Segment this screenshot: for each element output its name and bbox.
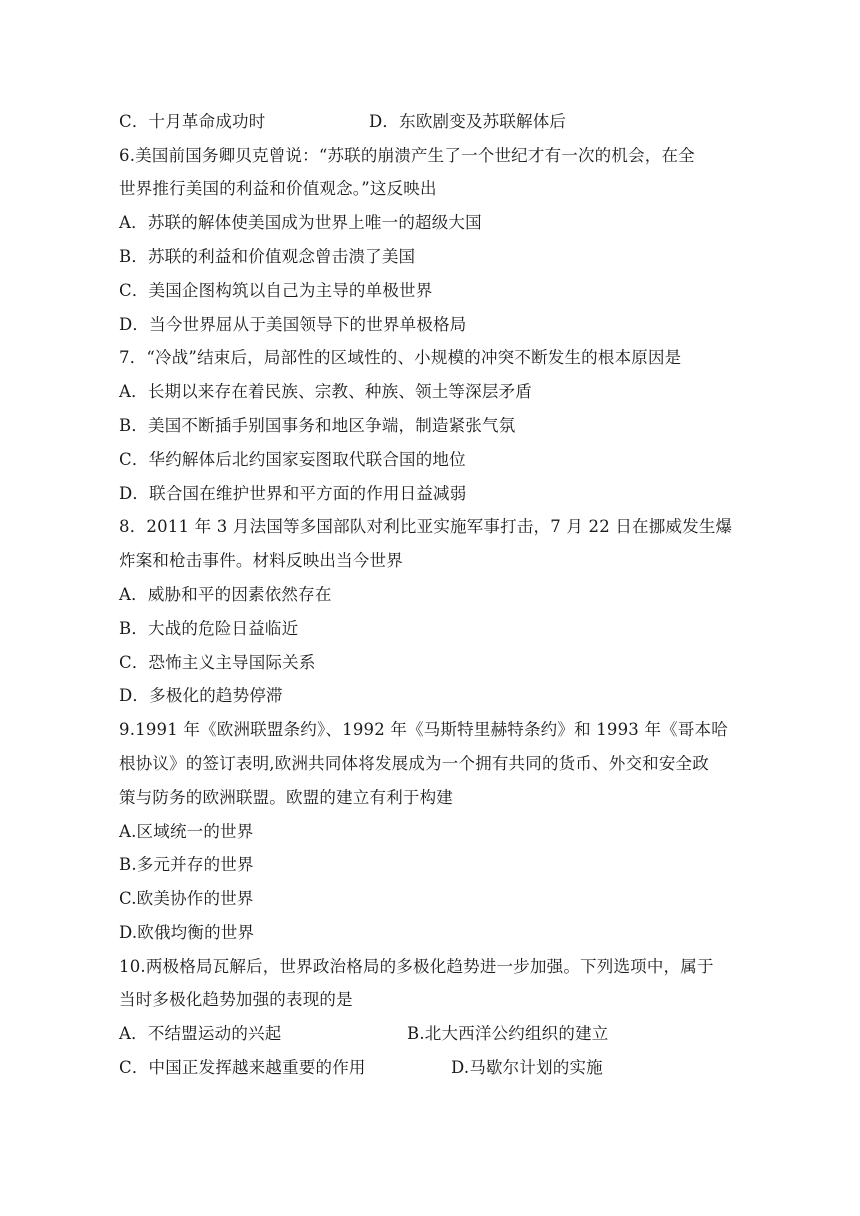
q10-options-row1: [119, 1023, 609, 1045]
q9-option-a: A.区域统一的世界: [119, 822, 254, 841]
q10-option-b: B.北大西洋公约组织的建立: [407, 1024, 609, 1043]
q10-stem-line1: 10.两极格局瓦解后，世界政治格局的多极化趋势进一步加强。下列选项中，属于: [119, 957, 714, 976]
q10-options-row2: [119, 1057, 603, 1079]
q6-stem-line1: 6.美国前国务卿贝克曾说：“苏联的崩溃产生了一个世纪才有一次的机会，在全: [119, 146, 695, 165]
q5-options-row: [119, 111, 567, 133]
q7-option-a: A．长期以来存在着民族、宗教、种族、领土等深层矛盾: [119, 382, 532, 401]
q7-option-b: B．美国不断插手别国事务和地区争端，制造紧张气氛: [119, 416, 516, 435]
q9-option-d: D.欧俄均衡的世界: [119, 923, 255, 942]
q8-option-a: A．威胁和平的因素依然存在: [119, 585, 332, 604]
q6-option-a: A．苏联的解体使美国成为世界上唯一的超级大国: [119, 213, 482, 232]
q8-option-b: B．大战的危险日益临近: [119, 619, 299, 638]
q9-stem-line2: 根协议》的签订表明,欧洲共同体将发展成为一个拥有共同的货币、外交和安全政: [119, 754, 709, 773]
q7-option-c: C．华约解体后北约国家妄图取代联合国的地位: [119, 450, 466, 469]
q8-stem-line1: 8．2011 年 3 月法国等多国部队对利比亚实施军事打击，7 月 22 日在挪威发生爆: [119, 517, 733, 536]
q6-option-d: D．当今世界屈从于美国领导下的世界单极格局: [119, 315, 467, 334]
q7-stem: 7．“冷战”结束后，局部性的区域性的、小规模的冲突不断发生的根本原因是: [119, 348, 682, 367]
q6-option-b: B．苏联的利益和价值观念曾击溃了美国: [119, 247, 416, 266]
q9-stem-line1: 9.1991 年《欧洲联盟条约》、1992 年《马斯特里赫特条约》和 1993 年《哥本哈: [119, 720, 728, 739]
q8-option-d: D．多极化的趋势停滞: [119, 686, 283, 705]
q8-stem-line2: 炸案和枪击事件。材料反映出当今世界: [119, 551, 403, 570]
q10-option-d: D.马歇尔计划的实施: [451, 1058, 603, 1077]
q6-option-c: C．美国企图构筑以自己为主导的单极世界: [119, 281, 433, 300]
q9-option-c: C.欧美协作的世界: [119, 889, 254, 908]
q10-stem-line2: 当时多极化趋势加强的表现的是: [119, 990, 353, 1009]
q10-option-c: C．中国正发挥越来越重要的作用: [119, 1058, 366, 1077]
q7-option-d: D．联合国在维护世界和平方面的作用日益减弱: [119, 484, 467, 503]
q9-stem-line3: 策与防务的欧洲联盟。欧盟的建立有利于构建: [119, 788, 453, 807]
q5-option-c: C．十月革命成功时: [119, 112, 266, 131]
q8-option-c: C．恐怖主义主导国际关系: [119, 653, 316, 672]
q10-option-a: A．不结盟运动的兴起: [119, 1024, 282, 1043]
q9-option-b: B.多元并存的世界: [119, 855, 254, 874]
q6-stem-line2: 世界推行美国的利益和价值观念。”这反映出: [119, 179, 437, 198]
q5-option-d: D．东欧剧变及苏联解体后: [369, 112, 567, 131]
